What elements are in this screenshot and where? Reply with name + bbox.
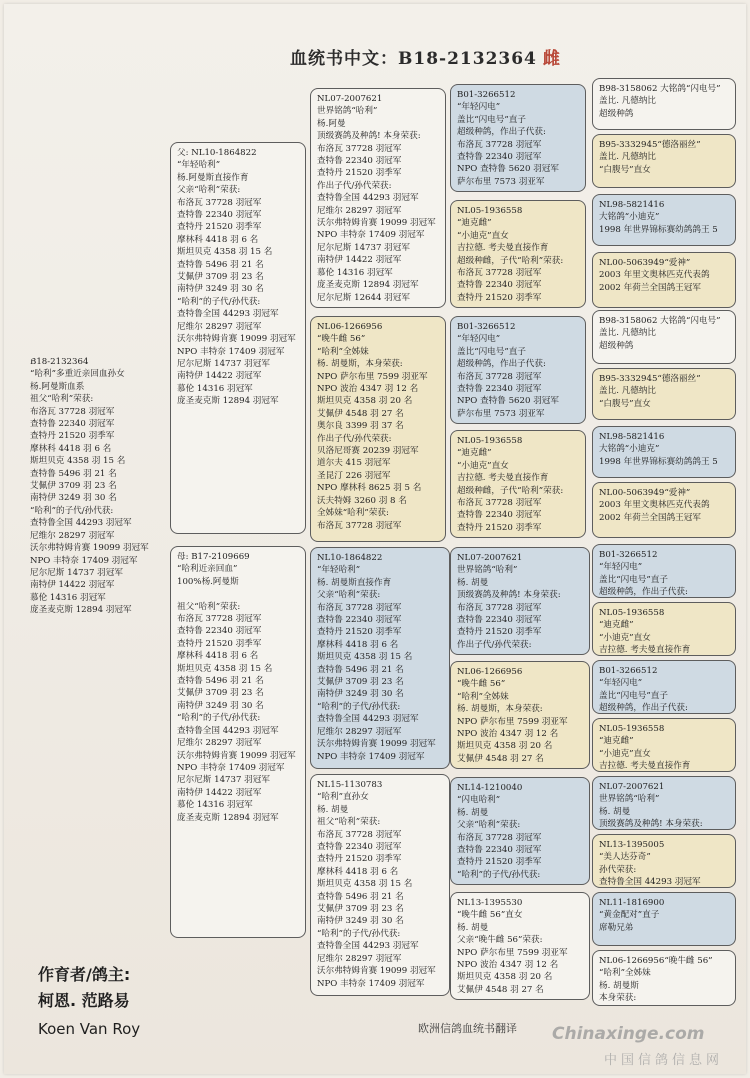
pedigree-line: 2002 年荷兰全国鸽王冠军 [599,282,701,293]
gggp-4-card [592,252,736,308]
gggp-6-card [592,368,736,420]
pedigree-line: 杨. 胡曼 [599,806,631,817]
pedigree-line: 圣昆汀 226 羽冠军 [317,470,391,481]
pedigree-line: NL07-2007621 [599,782,665,792]
pedigree-line: “年轻闪电” [457,102,501,113]
pedigree-line: “白腹号”直女 [599,164,651,175]
pedigree-line: NPO 摩林科 8625 羽 5 名 [317,483,422,494]
pedigree-line: “哈利”的子代/孙代获: [317,928,401,939]
gggp-16-card [592,950,736,1006]
pedigree-line: “闪电哈利” [457,795,501,806]
pedigree-line: 超级种雌，子代“哈利”荣获: [457,485,564,496]
pedigree-line: 查特鲁 5496 羽 21 名 [177,259,264,270]
pedigree-line: 盖比“闪电号”直子 [599,574,668,585]
pedigree-line: 艾佩伊 3709 羽 23 名 [30,481,117,492]
gggp-5-card [592,310,736,364]
pedigree-line: 庞圣麦克斯 12894 羽冠军 [30,605,132,616]
pedigree-line: “白腹号”直女 [599,398,651,409]
pedigree-line: 奥尔良 3399 羽 37 名 [317,421,404,432]
pedigree-line: 盖比. 凡德纳比 [599,152,657,163]
pedigree-line: 布洛瓦 37728 羽冠军 [317,602,402,613]
breeder-label: 作育者/鸽主: [38,965,131,984]
pedigree-line: 斯坦贝克 4358 羽 20 名 [457,741,553,752]
pedigree-line: 祖父“哈利”荣获: [177,601,241,612]
pedigree-line: “哈利”直孙女 [317,792,369,803]
footer-translation: 欧洲信鸽血统书翻译 [418,1022,517,1035]
pedigree-line: 尼尔尼斯 12644 羽冠军 [317,292,410,303]
pedigree-line: “哈利”的子代/孙代获: [177,296,261,307]
pedigree-line: 杨. 胡曼 [317,804,349,815]
pedigree-line: 查特鲁 5496 羽 21 名 [30,468,117,479]
pedigree-line: 艾佩伊 3709 羽 23 名 [317,677,404,688]
pedigree-line: 布洛瓦 37728 羽冠军 [457,832,542,843]
pedigree-line: 杨. 胡曼斯 [599,980,639,991]
grandsire-sire-card [310,88,446,308]
pedigree-line: 席勒兄弟 [599,922,634,933]
pedigree-line: 布洛瓦 37728 羽冠军 [457,602,542,613]
pedigree-line: NPO 丰特奈 17409 羽冠军 [317,751,425,762]
pedigree-line: 查特丹 21520 羽季军 [457,857,542,868]
pedigree-line: B01-3266512 [599,666,658,676]
granddam-sire-card [310,316,446,542]
pedigree-line: 1998 年世界锦标赛幼鸽鸽王 5 [599,224,718,235]
pedigree-line: B98-3158062 大铭鸽“闪电号” [599,84,721,94]
pedigree-line: “黄金配对”直子 [599,910,660,921]
pedigree-line: 超级种鸽，作出子代获: [457,127,546,138]
pedigree-line: 盖比. 凡德纳比 [599,328,657,339]
pedigree-line: 查特鲁全国 44293 羽冠军 [317,941,419,952]
pedigree-line: 大铭鸽“小迪克” [599,444,660,455]
pedigree-line: 查特鲁 22340 羽冠军 [457,615,542,626]
pedigree-line: 2003 年里文奥林匹克代表鸽 [599,270,710,281]
pedigree-line: 吉拉德. 考夫曼直接作育 [599,761,691,772]
pedigree-line: NL13-1395530 [457,898,523,908]
pedigree-line: 杨. 胡曼斯，本身荣获: [317,359,403,370]
pedigree-line: 查特丹 21520 羽季军 [317,627,402,638]
pedigree-line: 斯坦贝克 4358 羽 15 名 [30,456,126,467]
pedigree-line: 南特伊 3249 羽 30 名 [177,700,264,711]
pedigree-line: 尼尔尼斯 14737 羽冠军 [177,775,270,786]
pedigree-line: 艾佩伊 3709 羽 23 名 [317,904,404,915]
pedigree-line: 尼维尔 28297 羽冠军 [317,726,402,737]
pedigree-line: B95-3332945“德洛丽丝” [599,374,701,384]
pedigree-line: “哈利”的子代/孙代获: [457,869,541,880]
ggp-3-card [450,316,586,424]
pedigree-line: 杨.阿曼斯血系 [30,381,85,392]
pedigree-line: 萨尔布里 7573 羽亚军 [457,176,545,187]
pedigree-line: NPO 丰特奈 17409 羽冠军 [177,762,285,773]
pedigree-line: 查特鲁 22340 羽冠军 [317,156,402,167]
pedigree-line: 查特鲁 22340 羽冠军 [457,510,542,521]
pedigree-line: 吉拉德. 考夫曼直接作育 [599,645,691,656]
pedigree-line: 全姊妹“哈利”荣获: [317,508,389,519]
pedigree-line: 布洛瓦 37728 羽冠军 [457,139,542,150]
pedigree-line: 本身荣获: [599,993,637,1004]
pedigree-line: 孙代荣获: [599,864,637,875]
pedigree-line: 南特伊 14422 羽冠军 [177,371,262,382]
pedigree-line: 查特丹 21520 羽季军 [317,854,402,865]
pedigree-line: 超级种雌，子代“哈利”荣获: [457,255,564,266]
pedigree-line: 祖父“哈利”荣获: [317,817,381,828]
pedigree-line: 查特鲁 22340 羽冠军 [457,152,542,163]
pedigree-line: 慕伦 14316 羽冠军 [177,800,253,811]
pedigree-line: 慕伦 14316 羽冠军 [317,267,393,278]
pedigree-line: “哈利”的子代/孙代获: [30,505,114,516]
pedigree-line: NL11-1816900 [599,898,665,908]
gggp-11-card [592,660,736,714]
pedigree-line: 查特鲁 22340 羽冠军 [457,384,542,395]
gggp-14-card [592,834,736,888]
pedigree-line: 超级种鸽，作出子代获: [457,359,546,370]
gggp-15-card [592,892,736,946]
pedigree-line: 吉拉德. 考夫曼直接作育 [457,243,549,254]
pedigree-line: NL05-1936558 [599,724,665,734]
pedigree-line: “年轻闪电” [457,334,501,345]
pedigree-line: “年轻闪电” [599,562,643,573]
pedigree-line: 世界铭鸽“哈利” [599,794,660,805]
pedigree-line: 查特丹 21520 羽季军 [177,638,262,649]
pedigree-line: 艾佩伊 4548 羽 27 名 [457,753,544,764]
gggp-2-card [592,134,736,188]
pedigree-line: 大铭鸽“小迪克” [599,212,660,223]
pedigree-line: 南特伊 14422 羽冠军 [30,580,115,591]
pedigree-line: 沃尔弗特姆肯赛 19099 羽冠军 [317,218,436,229]
pedigree-line: 顶级赛鸽及种鸽! 本身荣获: [599,819,703,830]
pedigree-line: “哈利”多重近亲回血孙女 [30,369,125,380]
pedigree-line: 查特丹 21520 羽季军 [457,627,542,638]
pedigree-line: B01-3266512 [457,322,516,332]
pedigree-line: 慕伦 14316 羽冠军 [177,383,253,394]
pedigree-line: 艾佩伊 4548 羽 27 名 [317,408,404,419]
pedigree-line: 沃尔弗特姆肯赛 19099 羽冠军 [177,334,296,345]
pedigree-line: 尼维尔 28297 羽冠军 [317,953,402,964]
ggp-7-card [450,777,590,885]
pedigree-line: 查特丹 21520 羽季军 [30,431,115,442]
pedigree-line: NL07-2007621 [317,94,383,104]
pedigree-line: 布洛瓦 37728 羽冠军 [177,197,262,208]
pedigree-line: 父亲“晚牛雌 56”荣获: [457,935,543,946]
pedigree-line: 艾佩伊 4548 羽 27 名 [457,984,544,995]
pedigree-line: “哈利”的子代/孙代获: [317,701,401,712]
pedigree-sheet [4,4,746,1074]
pedigree-line: 查特鲁 22340 羽冠军 [177,626,262,637]
pedigree-line: 杨.阿曼斯直接作育 [177,172,249,183]
pedigree-line: 盖比“闪电号”直子 [457,114,526,125]
pedigree-line: NPO 查特鲁 5620 羽冠军 [457,164,559,175]
pedigree-line: “迪克雌” [457,448,492,459]
ggp-6-card [450,661,590,769]
pedigree-line: 盖比. 凡德纳比 [599,96,657,107]
pedigree-line: 父: NL10-1864822 [177,148,257,158]
pedigree-line: 摩林科 4418 羽 6 名 [30,443,112,454]
pedigree-line: B95-3332945“德洛丽丝” [599,140,701,150]
pedigree-line: 杨.阿曼 [317,118,346,129]
subject-card [30,356,170,626]
grandsire-dam-card [310,547,450,769]
pedigree-line: 布洛瓦 37728 羽冠军 [317,143,402,154]
pedigree-line: “晚牛雌 56” [317,334,366,345]
pedigree-line [177,588,299,600]
pedigree-line: 南特伊 3249 羽 30 名 [317,916,404,927]
pedigree-line: NPO 波治 4347 羽 12 名 [317,384,419,395]
pedigree-line: 贝洛尼哥赛 20239 羽冠军 [317,446,419,457]
pedigree-line: NPO 波治 4347 羽 12 名 [457,729,559,740]
pedigree-line: 摩林科 4418 羽 6 名 [317,866,399,877]
pedigree-line: 杨. 胡曼 [457,922,489,933]
pedigree-line: 南特伊 3249 羽 30 名 [317,689,404,700]
pedigree-line: 查特鲁 5496 羽 21 名 [317,891,404,902]
pedigree-line: 超级种鸽，作出子代获: [599,703,688,714]
pedigree-line: 沃夫特姆 3260 羽 8 名 [317,495,407,506]
pedigree-line: 斯坦贝克 4358 羽 15 名 [317,652,413,663]
pedigree-line: 查特鲁 22340 羽冠军 [457,845,542,856]
pedigree-line: 杨. 胡曼 [457,577,489,588]
pedigree-line: 顶级赛鸽及种鸽! 本身荣获: [317,131,421,142]
pedigree-line: 盖比. 凡德纳比 [599,386,657,397]
gggp-7-card [592,426,736,478]
pedigree-line: 杨. 胡曼斯直接作育 [317,577,392,588]
pedigree-line: “哈利”的子代/孙代获: [177,713,261,724]
pedigree-line: 庞圣麦克斯 12894 羽冠军 [317,280,419,291]
pedigree-line: “哈利”全姊妹 [457,691,509,702]
pedigree-line: 查特鲁 22340 羽冠军 [177,210,262,221]
pedigree-line: 斯坦贝克 4358 羽 15 名 [177,247,273,258]
pedigree-line: 布洛瓦 37728 羽冠军 [457,371,542,382]
breeder-block [38,962,140,1042]
pedigree-line: 祖父“哈利”荣获: [30,394,94,405]
pedigree-line: 南特伊 14422 羽冠军 [177,787,262,798]
pedigree-line: 沃尔弗特姆肯赛 19099 羽冠军 [177,750,296,761]
gggp-3-card [592,194,736,246]
pedigree-line: “晚牛雌 56” [457,679,506,690]
pedigree-line: 100%杨.阿曼斯 [177,576,239,587]
gggp-9-card [592,544,736,598]
pedigree-line: NPO 丰特奈 17409 羽冠军 [177,346,285,357]
pedigree-line: 布洛瓦 37728 羽冠军 [177,614,262,625]
pedigree-line: 查特鲁 22340 羽冠军 [30,419,115,430]
pedigree-line: NPO 丰特奈 17409 羽冠军 [317,230,425,241]
pedigree-line: 布洛瓦 37728 羽冠军 [317,520,402,531]
pedigree-line: 杨. 胡曼斯，本身荣获: [457,704,543,715]
pedigree-line: 查特鲁全国 44293 羽冠军 [317,714,419,725]
pedigree-line: 世界铭鸽“哈利” [317,106,378,117]
pedigree-line: 斯坦贝克 4358 羽 15 名 [317,879,413,890]
pedigree-line: 沃尔弗特姆肯赛 19099 羽冠军 [317,966,436,977]
pedigree-line: 2003 年里文奥林匹克代表鸽 [599,500,710,511]
watermark-cn: 中国信鸽信息网 [604,1053,724,1068]
gggp-10-card [592,602,736,656]
pedigree-line: 查特鲁全国 44293 羽冠军 [30,518,132,529]
pedigree-line: NL10-1864822 [317,553,383,563]
dam-card [170,546,306,938]
pedigree-line: 沃尔弗特姆肯赛 19099 羽冠军 [317,739,436,750]
pedigree-line: NL00-5063949“爱神” [599,258,691,268]
pedigree-line: 作出子代/孙代荣获: [317,433,392,444]
pedigree-line: “小迪克”直女 [457,230,509,241]
pedigree-line: 超级种鸽 [599,108,634,119]
pedigree-line: “小迪克”直女 [599,632,651,643]
pedigree-line: B98-3158062 大铭鸽“闪电号” [599,316,721,326]
pedigree-line: “小迪克”直女 [599,748,651,759]
pedigree-line: 尼维尔 28297 羽冠军 [30,530,115,541]
pedigree-line: NL07-2007621 [457,553,523,563]
title-text: 血统书中文：B18-2132364 [290,49,537,69]
pedigree-line: “年轻哈利” [317,565,361,576]
pedigree-line: NPO 萨尔布里 7599 羽亚军 [317,371,428,382]
pedigree-line: 1998 年世界锦标赛幼鸽鸽王 5 [599,456,718,467]
pedigree-line: B18-2132364 [30,357,89,367]
pedigree-line: 庞圣麦克斯 12894 羽冠军 [177,812,279,823]
pedigree-line: 尼维尔 28297 羽冠军 [177,738,262,749]
pedigree-line: “晚牛雌 56”直女 [457,910,523,921]
pedigree-line: B01-3266512 [457,90,516,100]
gggp-13-card [592,776,736,830]
ggp-8-card [450,892,590,1000]
pedigree-line: NL13-1395005 [599,840,665,850]
pedigree-line: 作出子代/孙代荣获: [317,180,392,191]
ggp-2-card [450,200,586,308]
pedigree-line: “美人达芬奇” [599,852,651,863]
pedigree-line: 母: B17-2109669 [177,552,250,562]
pedigree-line: 斯坦贝克 4358 羽 20 名 [457,972,553,983]
pedigree-line: “迪克雌” [599,620,634,631]
pedigree-line: 萨尔布里 7573 羽亚军 [457,408,545,419]
pedigree-line: “年轻哈利” [177,160,221,171]
pedigree-line: 世界铭鸽“哈利” [457,565,518,576]
granddam-dam-card [310,774,450,996]
pedigree-line: 查特丹 21520 羽季军 [317,168,402,179]
pedigree-line: NPO 萨尔布里 7599 羽亚军 [457,947,568,958]
pedigree-line: “哈利近亲回血” [177,564,238,575]
pedigree-line: 查特鲁 22340 羽冠军 [317,842,402,853]
pedigree-line: 尼尔尼斯 14737 羽冠军 [317,242,410,253]
pedigree-line: “小迪克”直女 [457,460,509,471]
gggp-1-card [592,78,736,130]
gggp-12-card [592,718,736,772]
pedigree-line: NL05-1936558 [457,436,523,446]
pedigree-line: 慕伦 14316 羽冠军 [30,592,106,603]
pedigree-line: “哈利”全姊妹 [599,968,651,979]
pedigree-line: 查特鲁全国 44293 羽冠军 [177,725,279,736]
pedigree-line: 南特伊 3249 羽 30 名 [177,284,264,295]
pedigree-line: NL15-1130783 [317,780,383,790]
pedigree-line: 尼尔尼斯 14737 羽冠军 [177,358,270,369]
pedigree-line: 作出子代/孙代荣获: [457,639,532,650]
pedigree-line: 查特鲁全国 44293 羽冠军 [599,877,701,888]
pedigree-line: NL98-5821416 [599,200,665,210]
pedigree-line: 盖比“闪电号”直子 [457,346,526,357]
pedigree-line: 查特鲁全国 44293 羽冠军 [317,193,419,204]
pedigree-line: NL06-1266956“晚牛雌 56” [599,956,713,966]
pedigree-line: 超级种鸽，作出子代获: [599,587,688,598]
pedigree-line: 尼尔尼斯 14737 羽冠军 [30,567,123,578]
pedigree-line: 查特丹 21520 羽季军 [457,522,542,533]
pedigree-line: NL14-1210040 [457,783,523,793]
pedigree-line: 摩林科 4418 羽 6 名 [317,639,399,650]
pedigree-line: 查特鲁 22340 羽冠军 [457,280,542,291]
pedigree-line: “哈利”全姊妹 [317,346,369,357]
pedigree-line: “迪克雌” [457,218,492,229]
pedigree-line: NL05-1936558 [599,608,665,618]
pedigree-line: 布洛瓦 37728 羽冠军 [317,829,402,840]
pedigree-line: B01-3266512 [599,550,658,560]
pedigree-line: 斯坦贝克 4358 羽 20 名 [317,396,413,407]
gggp-8-card [592,482,736,538]
pedigree-line: 摩林科 4418 羽 6 名 [177,234,259,245]
pedigree-line: 摩林科 4418 羽 6 名 [177,651,259,662]
pedigree-line: 道尔夫 415 羽冠军 [317,458,391,469]
pedigree-line: 杨. 胡曼 [457,807,489,818]
pedigree-line: 艾佩伊 3709 羽 23 名 [177,272,264,283]
pedigree-line: NL06-1266956 [317,322,383,332]
pedigree-line: 庞圣麦克斯 12894 羽冠军 [177,396,279,407]
pedigree-line: 南特伊 3249 羽 30 名 [30,493,117,504]
ggp-4-card [450,430,586,538]
pedigree-line: 父亲“哈利”荣获: [317,590,381,601]
pedigree-line: 父亲“哈利”荣获: [177,185,241,196]
pedigree-line: 斯坦贝克 4358 羽 15 名 [177,663,273,674]
pedigree-line: 尼维尔 28297 羽冠军 [317,205,402,216]
pedigree-line: “年轻闪电” [599,678,643,689]
page-title [290,44,561,69]
pedigree-line: NL06-1266956 [457,667,523,677]
pedigree-line: 查特鲁 5496 羽 21 名 [317,664,404,675]
ggp-1-card [450,84,586,192]
pedigree-line: 父亲“哈利”荣获: [457,820,521,831]
pedigree-line: 顶级赛鸽及种鸽! 本身荣获: [457,590,561,601]
pedigree-line: NPO 丰特奈 17409 羽冠军 [317,978,425,989]
breeder-name-cn: 柯恩. 范路易 [38,991,130,1010]
pedigree-line: 查特鲁全国 44293 羽冠军 [177,309,279,320]
pedigree-line: NPO 查特鲁 5620 羽冠军 [457,396,559,407]
pedigree-line: NL05-1936558 [457,206,523,216]
pedigree-line: NL98-5821416 [599,432,665,442]
pedigree-line: NPO 萨尔布里 7599 羽亚军 [457,716,568,727]
pedigree-line: 吉拉德. 考夫曼直接作育 [457,473,549,484]
pedigree-line: 查特鲁 22340 羽冠军 [317,615,402,626]
pedigree-line: NL00-5063949“爱神” [599,488,691,498]
breeder-name-en: Koen Van Roy [38,1020,141,1038]
pedigree-line: 查特丹 21520 羽季军 [457,292,542,303]
pedigree-line: 布洛瓦 37728 羽冠军 [30,406,115,417]
pedigree-line: 布洛瓦 37728 羽冠军 [457,268,542,279]
pedigree-line: 尼维尔 28297 羽冠军 [177,321,262,332]
pedigree-line: 南特伊 14422 羽冠军 [317,255,402,266]
pedigree-line: 布洛瓦 37728 羽冠军 [457,498,542,509]
watermark-site: Chinaxinge.com [552,1024,705,1044]
ggp-5-card [450,547,590,655]
pedigree-line: 艾佩伊 3709 羽 23 名 [177,688,264,699]
sex-marker: 雌 [542,49,561,69]
pedigree-line: 盖比“闪电号”直子 [599,690,668,701]
sire-card [170,142,306,534]
pedigree-line: NPO 丰特奈 17409 羽冠军 [30,555,138,566]
pedigree-line: 查特鲁 5496 羽 21 名 [177,676,264,687]
pedigree-line: 2002 年荷兰全国鸽王冠军 [599,512,701,523]
pedigree-line: 查特丹 21520 羽季军 [177,222,262,233]
pedigree-line: 超级种鸽 [599,340,634,351]
pedigree-line: NPO 波治 4347 羽 12 名 [457,960,559,971]
pedigree-line: 沃尔弗特姆肯赛 19099 羽冠军 [30,543,149,554]
pedigree-line: “迪克雌” [599,736,634,747]
